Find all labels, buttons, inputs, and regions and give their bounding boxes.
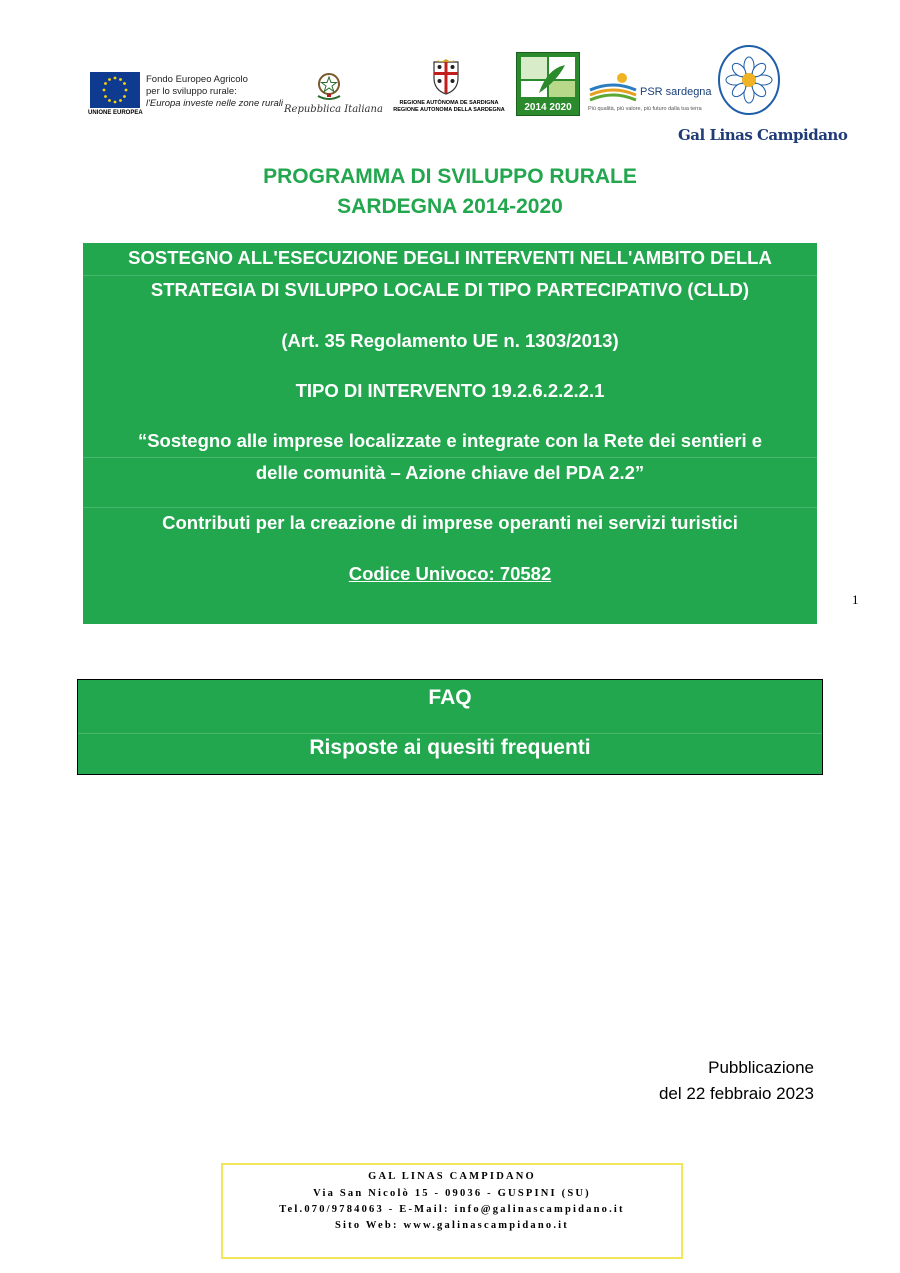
repubblica-text: Repubblica Italiana	[284, 104, 383, 115]
publication-line-1: Pubblicazione	[708, 1058, 814, 1077]
sun-wave-icon	[588, 68, 638, 102]
faq-separator	[78, 733, 822, 734]
faq-title: FAQ	[428, 686, 472, 709]
eu-line-2: per lo sviluppo rurale:	[146, 86, 237, 97]
sardinia-crest-icon	[428, 58, 464, 96]
faq-subtitle: Risposte ai quesiti frequenti	[309, 736, 591, 759]
daisy-icon	[716, 40, 782, 116]
psr-sardegna-text: PSR sardegna	[640, 86, 712, 98]
box-line-1: SOSTEGNO ALL'ESECUZIONE DEGLI INTERVENTI NELL'AMBITO DELLA	[128, 247, 772, 268]
box-separator	[83, 507, 817, 508]
ras-line-2: REGIONE AUTONOMA DELLA SARDEGNA	[393, 107, 505, 113]
box-line-2: STRATEGIA DI SVILUPPO LOCALE DI TIPO PARTECIPATIVO (CLLD)	[150, 279, 750, 300]
repubblica-logo	[284, 70, 388, 120]
footer-org: GAL LINAS CAMPIDANO	[368, 1171, 536, 1182]
box-separator	[83, 457, 817, 458]
box-line-4: TIPO DI INTERVENTO 19.2.6.2.2.2.1	[295, 380, 605, 401]
eu-line-1: Fondo Europeo Agricolo	[146, 74, 248, 85]
regione-sardegna-logo	[390, 58, 508, 120]
footer-website: Sito Web: www.galinascampidano.it	[334, 1220, 570, 1231]
page-number: 1	[852, 592, 859, 607]
publication-date	[659, 1055, 814, 1107]
footer-address: Via San Nicolò 15 - 09036 - GUSPINI (SU)	[313, 1188, 591, 1199]
title-line-1: PROGRAMMA DI SVILUPPO RURALE	[263, 165, 637, 188]
psr-2014-2020-logo	[516, 52, 580, 116]
box-line-5: “Sostegno alle imprese localizzate e integrate con la Rete dei sentieri e	[137, 430, 763, 451]
footer-phone-email: Tel.070/9784063 - E-Mail: info@galinascampidano.it	[279, 1204, 625, 1215]
box-line-6: delle comunità – Azione chiave del PDA 2.2”	[255, 462, 645, 483]
logo-bar	[0, 0, 900, 160]
document-title	[0, 162, 900, 222]
psr-years: 2014 2020	[524, 102, 572, 113]
codice-univoco	[83, 563, 817, 585]
intervention-box	[83, 243, 817, 624]
codice-univoco-text: Codice Univoco: 70582	[348, 563, 552, 584]
publication-line-2: del 22 febbraio 2023	[658, 1084, 814, 1103]
title-line-2: SARDEGNA 2014-2020	[337, 195, 563, 218]
gal-badge-logo	[716, 40, 782, 116]
footer-contacts	[221, 1163, 683, 1259]
eu-caption: UNIONE EUROPEA	[88, 110, 143, 116]
ras-line-1: REGIONE AUTÒNOMA DE SARDIGNA	[399, 100, 499, 106]
eu-logo	[88, 72, 284, 124]
regione-text	[390, 100, 508, 114]
eu-fund-text	[146, 74, 283, 110]
faq-box	[77, 679, 823, 775]
italian-emblem-icon	[314, 70, 344, 102]
eu-line-3: l'Europa investe nelle zone rurali	[146, 98, 284, 109]
box-separator	[83, 275, 817, 276]
psr-sardegna-logo	[588, 68, 712, 116]
gal-name: Gal Linas Campidano	[678, 126, 848, 144]
box-line-7: Contributi per la creazione di imprese operanti nei servizi turistici	[162, 512, 738, 533]
psr-tagline: Più qualità, più valore, più futuro dalla tua terra	[588, 106, 702, 112]
eu-flag-icon	[90, 72, 140, 108]
box-line-3: (Art. 35 Regolamento UE n. 1303/2013)	[281, 330, 619, 351]
